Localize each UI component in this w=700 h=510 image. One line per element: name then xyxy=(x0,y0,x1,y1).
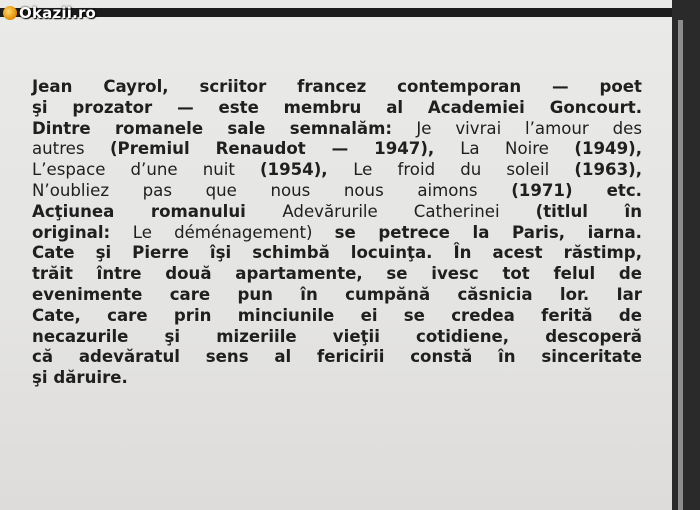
book-description xyxy=(32,77,642,389)
okazii-logo-icon xyxy=(3,6,17,20)
text-line xyxy=(32,223,642,244)
bold-text: (1954), xyxy=(259,160,354,180)
text-line xyxy=(32,368,642,389)
text-line xyxy=(32,139,642,160)
text-line xyxy=(32,77,642,98)
text-line xyxy=(32,98,642,119)
text-line xyxy=(32,327,642,348)
bold-text: Dintre romanele sale semnalăm: xyxy=(32,118,417,138)
text-line xyxy=(32,160,642,181)
right-border-inner xyxy=(678,20,683,510)
bold-text: Cate şi Pierre îşi schimbă locuinţa. În acest răstimp, xyxy=(32,243,642,263)
right-border xyxy=(672,0,700,510)
bold-text: evenimente care pun în cumpănă căsnicia lor. Iar xyxy=(32,284,642,304)
watermark-text: Okazii.ro xyxy=(19,4,97,22)
text-line xyxy=(32,243,642,264)
bold-text: Jean Cayrol, scriitor francez contemporan — poet xyxy=(32,77,642,96)
text-line xyxy=(32,264,642,285)
bold-text: (Premiul Renaudot — 1947), xyxy=(109,139,461,159)
bold-text: trăit între două apartamente, se ivesc tot felul de xyxy=(32,264,642,284)
bold-text: se petrece la Paris, iarna. xyxy=(334,222,642,242)
text-line xyxy=(32,306,642,327)
text-line xyxy=(32,285,642,306)
bold-text: Cate, care prin minciunile ei se credea ferită de xyxy=(32,305,642,325)
text-line xyxy=(32,181,642,202)
title-text: autres xyxy=(32,139,110,159)
bold-text: (1949), xyxy=(574,139,643,159)
title-text: Le déménagement) xyxy=(132,222,335,242)
title-text: La Noire xyxy=(460,139,575,159)
bold-text: (1963), xyxy=(574,160,642,180)
text-line xyxy=(32,202,642,223)
top-border xyxy=(0,8,700,17)
bold-text: şi dăruire. xyxy=(32,368,128,388)
title-text: Je vivrai l’amour des xyxy=(416,118,642,138)
title-text: Le froid du soleil xyxy=(353,160,575,180)
bold-text: Acţiunea romanului xyxy=(32,201,283,221)
title-text: L’espace d’une nuit xyxy=(32,160,260,180)
bold-text: că adevăratul sens al fericirii constă în sinceritate xyxy=(32,347,642,367)
bold-text: (titlul în xyxy=(535,201,643,221)
bold-text: original: xyxy=(32,222,133,242)
bold-text: necazurile şi mizeriile vieţii cotidiene, descoperă xyxy=(32,326,642,346)
text-line xyxy=(32,119,642,140)
title-text: Adevărurile Catherinei xyxy=(282,201,536,221)
bold-text: şi prozator — este membru al Academiei Goncourt. xyxy=(32,97,642,117)
bold-text: (1971) etc. xyxy=(511,180,642,200)
title-text: N’oubliez pas que nous nous aimons xyxy=(32,180,512,200)
text-line xyxy=(32,347,642,368)
watermark xyxy=(3,3,96,23)
